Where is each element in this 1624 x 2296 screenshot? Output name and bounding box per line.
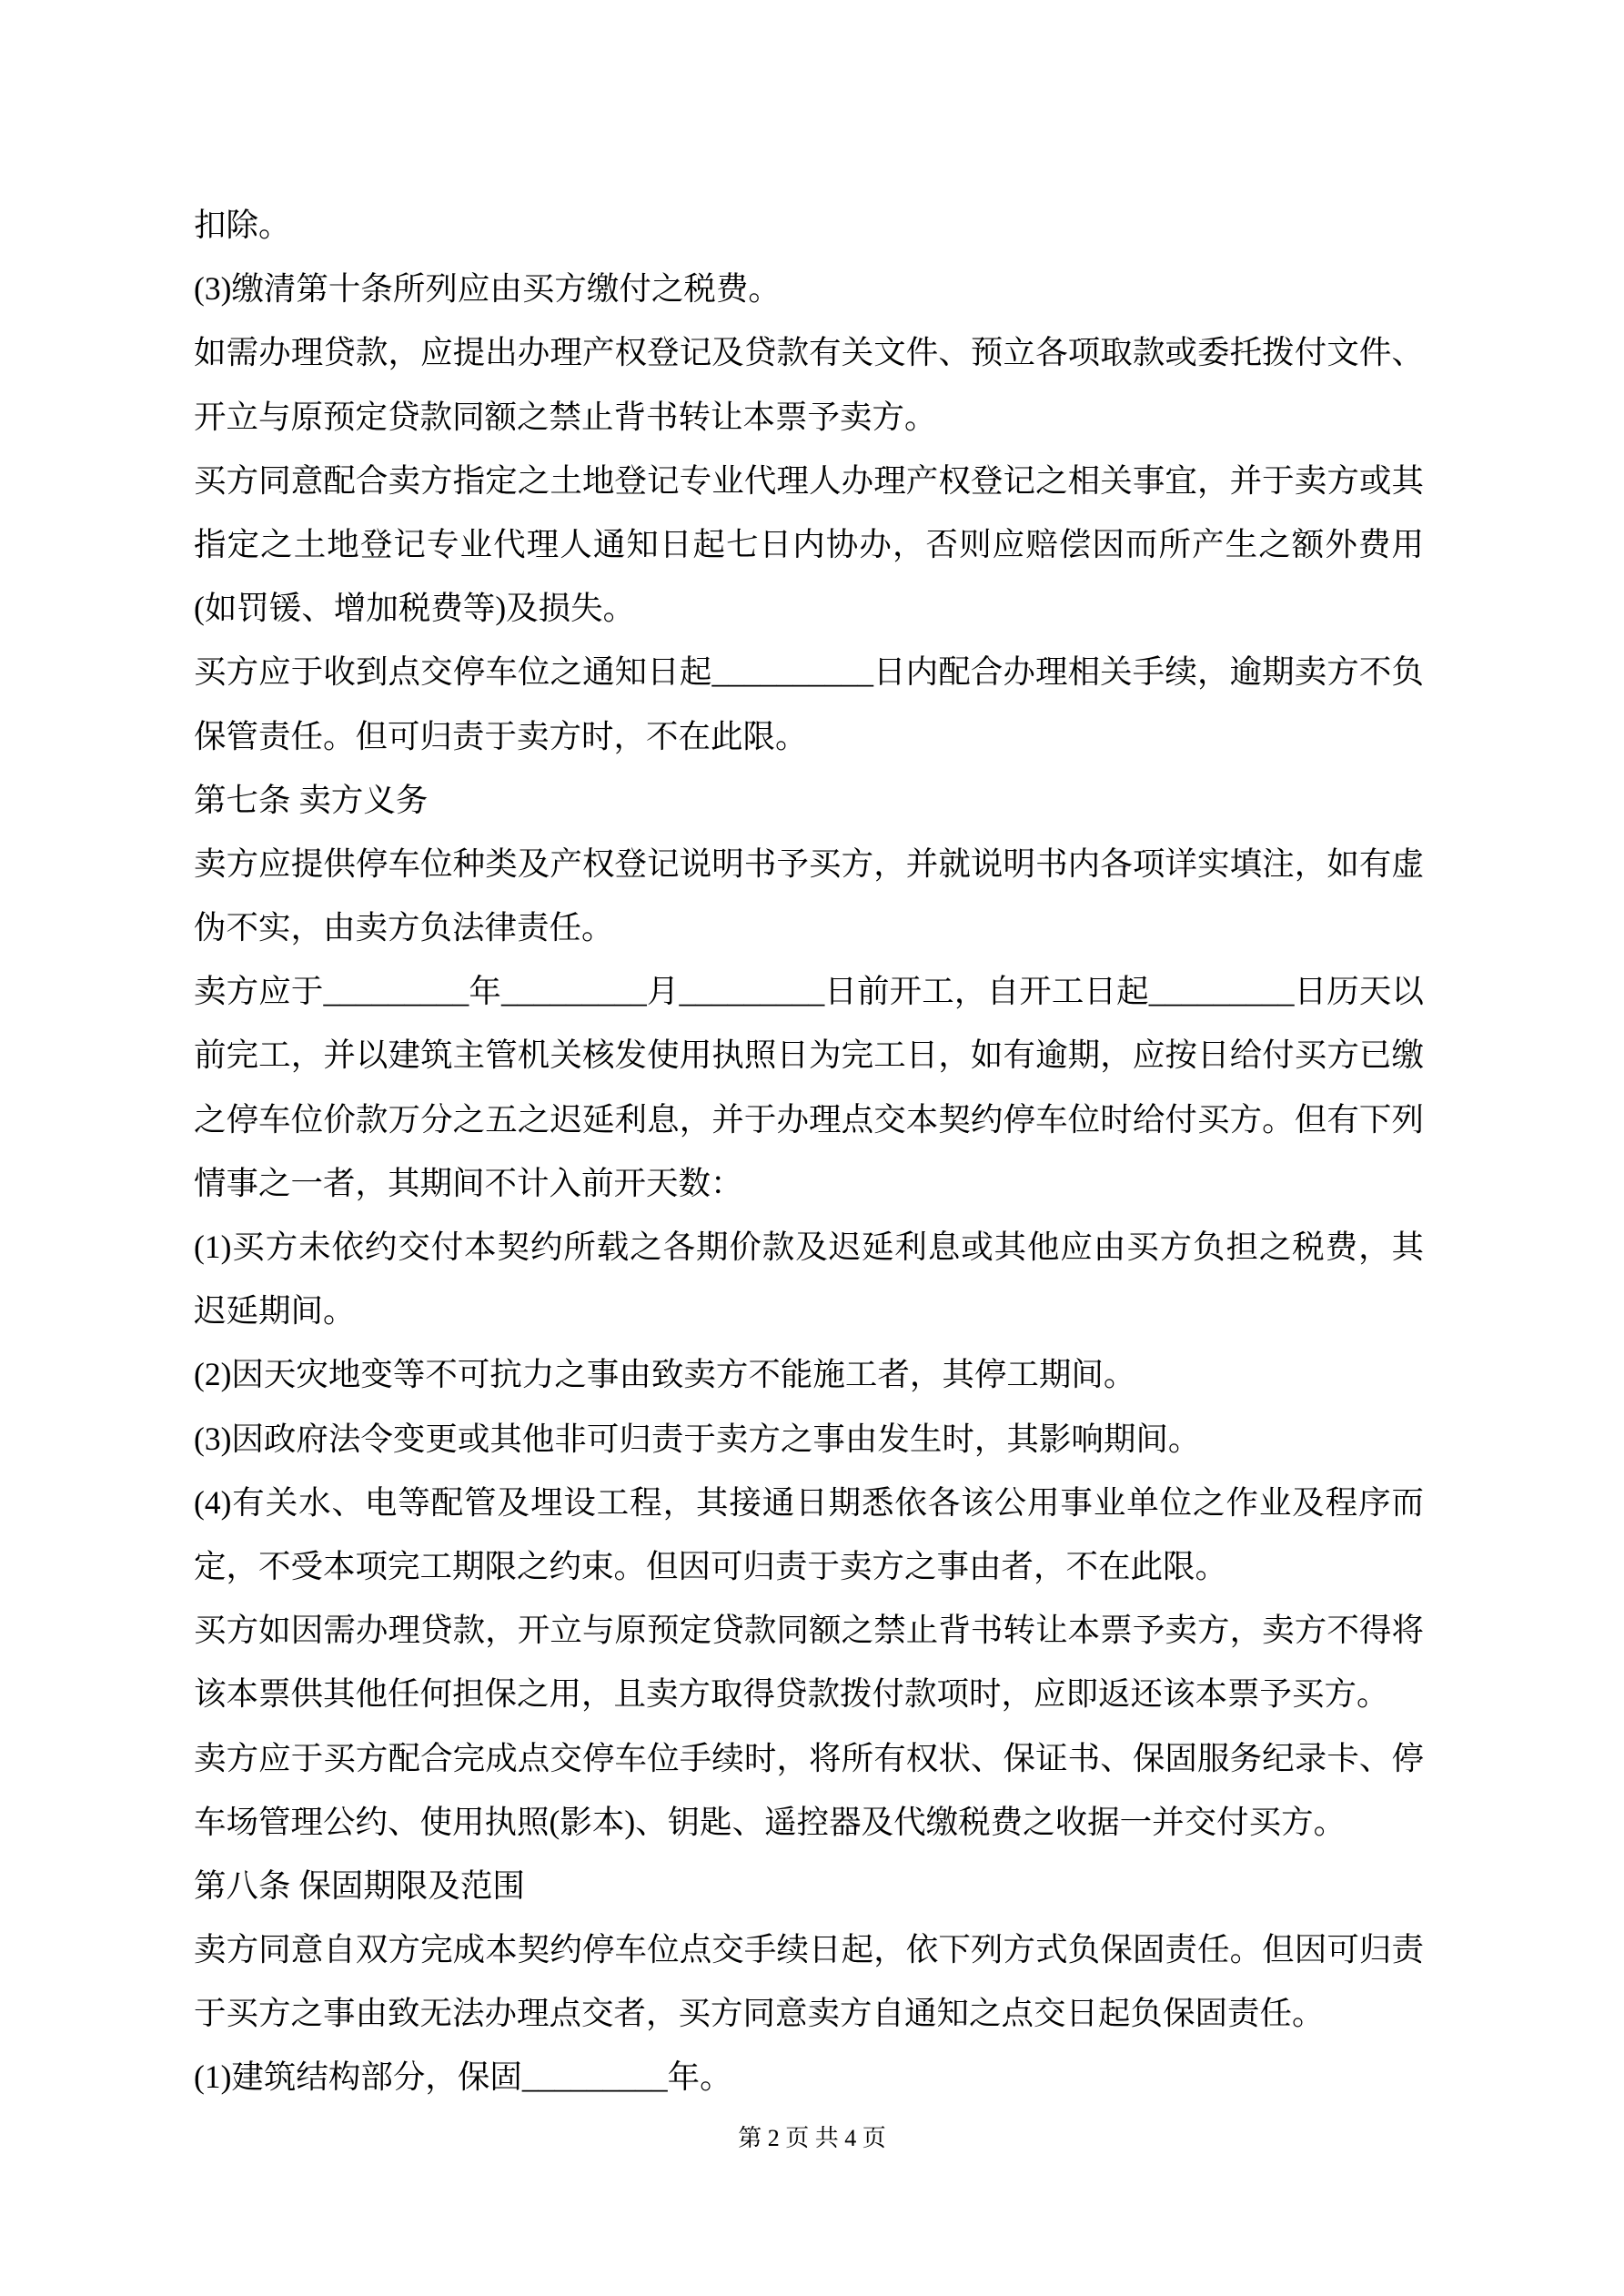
document-line: 前完工，并以建筑主管机关核发使用执照日为完工日，如有逾期，应按日给付买方已缴 <box>194 1037 1424 1074</box>
document-line: 卖方应于_________年_________月_________日前开工，自开工日起_________日历天以 <box>194 973 1424 1010</box>
document-line: (3)缴清第十条所列应由买方缴付之税费。 <box>194 270 781 308</box>
document-line: 开立与原预定贷款同额之禁止背书转让本票予卖方。 <box>194 398 937 435</box>
document-line: 指定之土地登记专业代理人通知日起七日内协办，否则应赔偿因而所产生之额外费用 <box>194 525 1424 562</box>
document-line: 迟延期间。 <box>194 1292 356 1330</box>
document-line: 第七条 卖方义务 <box>194 781 429 818</box>
document-line: 卖方应于买方配合完成点交停车位手续时，将所有权状、保证书、保固服务纪录卡、停 <box>194 1739 1424 1776</box>
document-line: (1)建筑结构部分，保固_________年。 <box>194 2058 732 2096</box>
document-line: 该本票供其他任何担保之用，且卖方取得贷款拨付款项时，应即返还该本票予买方。 <box>194 1675 1389 1713</box>
document-line: (1)买方未依约交付本契约所载之各期价款及迟延利息或其他应由买方负担之税费，其 <box>194 1229 1424 1265</box>
document-line: 定，不受本项完工期限之约束。但因可归责于卖方之事由者，不在此限。 <box>194 1547 1228 1584</box>
document-line: 卖方同意自双方完成本契约停车位点交手续日起，依下列方式负保固责任。但因可归责 <box>194 1931 1424 1968</box>
document-line: 如需办理贷款，应提出办理产权登记及贷款有关文件、预立各项取款或委托拨付文件、 <box>194 334 1424 371</box>
document-line: 于买方之事由致无法办理点交者，买方同意卖方自通知之点交日起负保固责任。 <box>194 1995 1325 2032</box>
document-line: (2)因天灾地变等不可抗力之事由致卖方不能施工者，其停工期间。 <box>194 1356 1136 1393</box>
document-line: 卖方应提供停车位种类及产权登记说明书予买方，并就说明书内各项详实填注，如有虚 <box>194 845 1424 882</box>
document-line: 扣除。 <box>194 207 291 243</box>
document-line: 情事之一者，其期间不计入前开天数： <box>194 1164 743 1201</box>
page-number-footer: 第 2 页 共 4 页 <box>738 2125 886 2151</box>
document-line: 买方如因需办理贷款，开立与原预定贷款同额之禁止背书转让本票予卖方，卖方不得将 <box>194 1612 1424 1649</box>
document-line: 买方同意配合卖方指定之土地登记专业代理人办理产权登记之相关事宜，并于卖方或其 <box>194 461 1424 499</box>
document-line: (如罚锾、增加税费等)及损失。 <box>194 590 636 627</box>
document-line: 伪不实，由卖方负法律责任。 <box>194 909 614 946</box>
document-line: (3)因政府法令变更或其他非可归责于卖方之事由发生时，其影响期间。 <box>194 1420 1201 1457</box>
document-line: 买方应于收到点交停车位之通知日起__________日内配合办理相关手续，逾期卖方不负 <box>194 653 1424 691</box>
document-line: (4)有关水、电等配管及埋设工程，其接通日期悉依各该公用事业单位之作业及程序而 <box>194 1483 1424 1521</box>
document-line: 保管责任。但可归责于卖方时，不在此限。 <box>194 717 808 754</box>
document-line: 之停车位价款万分之五之迟延利息，并于办理点交本契约停车位时给付买方。但有下列 <box>194 1100 1424 1138</box>
document-line: 第八条 保固期限及范围 <box>194 1866 525 1904</box>
document-body <box>194 193 1424 2109</box>
document-line: 车场管理公约、使用执照(影本)、钥匙、遥控器及代缴税费之收据一并交付买方。 <box>194 1803 1347 1840</box>
